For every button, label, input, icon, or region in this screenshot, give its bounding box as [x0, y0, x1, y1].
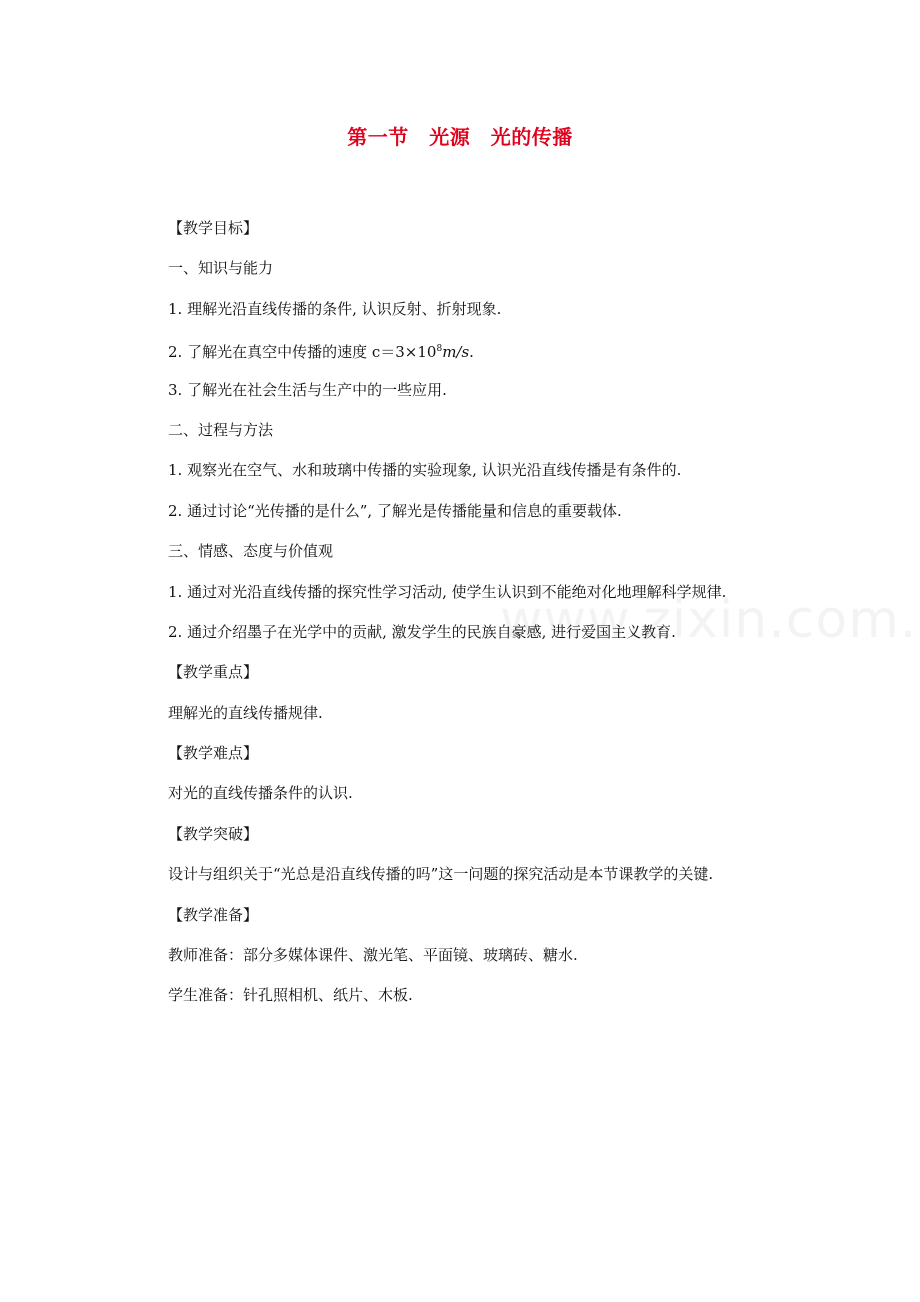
list-item: 1. 通过对光沿直线传播的探究性学习活动, 使学生认识到不能绝对化地理解科学规律. [168, 582, 727, 601]
list-item: 1. 观察光在空气、水和玻璃中传播的实验现象, 认识光沿直线传播是有条件的. [168, 461, 682, 480]
list-item-light-speed [168, 335, 808, 375]
section-heading-key-points: 【教学重点】 [168, 663, 259, 682]
document-body [168, 214, 808, 1022]
speed-exponent: 8 [436, 344, 443, 355]
section-heading-preparation: 【教学准备】 [168, 905, 259, 924]
page-title: 第一节 光源 光的传播 [347, 125, 573, 149]
section-heading-objectives: 【教学目标】 [168, 219, 259, 237]
subheading-knowledge-ability: 一、知识与能力 [168, 259, 274, 278]
paragraph-teacher-prep: 教师准备：部分多媒体课件、激光笔、平面镜、玻璃砖、糖水. [168, 946, 578, 965]
list-item: 1. 理解光沿直线传播的条件, 认识反射、折射现象. [168, 299, 502, 318]
subheading-emotion-values: 三、情感、态度与价值观 [168, 542, 334, 561]
section-heading-difficulties: 【教学难点】 [168, 744, 259, 763]
paragraph: 理解光的直线传播规律. [168, 703, 323, 722]
paragraph-student-prep: 学生准备：针孔照相机、纸片、木板. [168, 986, 413, 1005]
subheading-process-method: 二、过程与方法 [168, 420, 274, 439]
list-item: 2. 通过讨论“光传播的是什么”, 了解光是传播能量和信息的重要载体. [168, 501, 622, 520]
speed-unit: m/s [442, 343, 470, 362]
paragraph: 对光的直线传播条件的认识. [168, 784, 353, 803]
speed-suffix: . [469, 343, 474, 362]
list-item: 3. 了解光在社会生活与生产中的一些应用. [168, 380, 447, 399]
list-item: 2. 通过介绍墨子在光学中的贡献, 激发学生的民族自豪感, 进行爱国主义教育. [168, 622, 676, 641]
speed-text: 2. 了解光在真空中传播的速度 c＝3×10 [168, 343, 437, 362]
paragraph: 设计与组织关于“光总是沿直线传播的吗”这一问题的探究活动是本节课教学的关键. [168, 865, 714, 884]
section-heading-breakthrough: 【教学突破】 [168, 824, 259, 843]
